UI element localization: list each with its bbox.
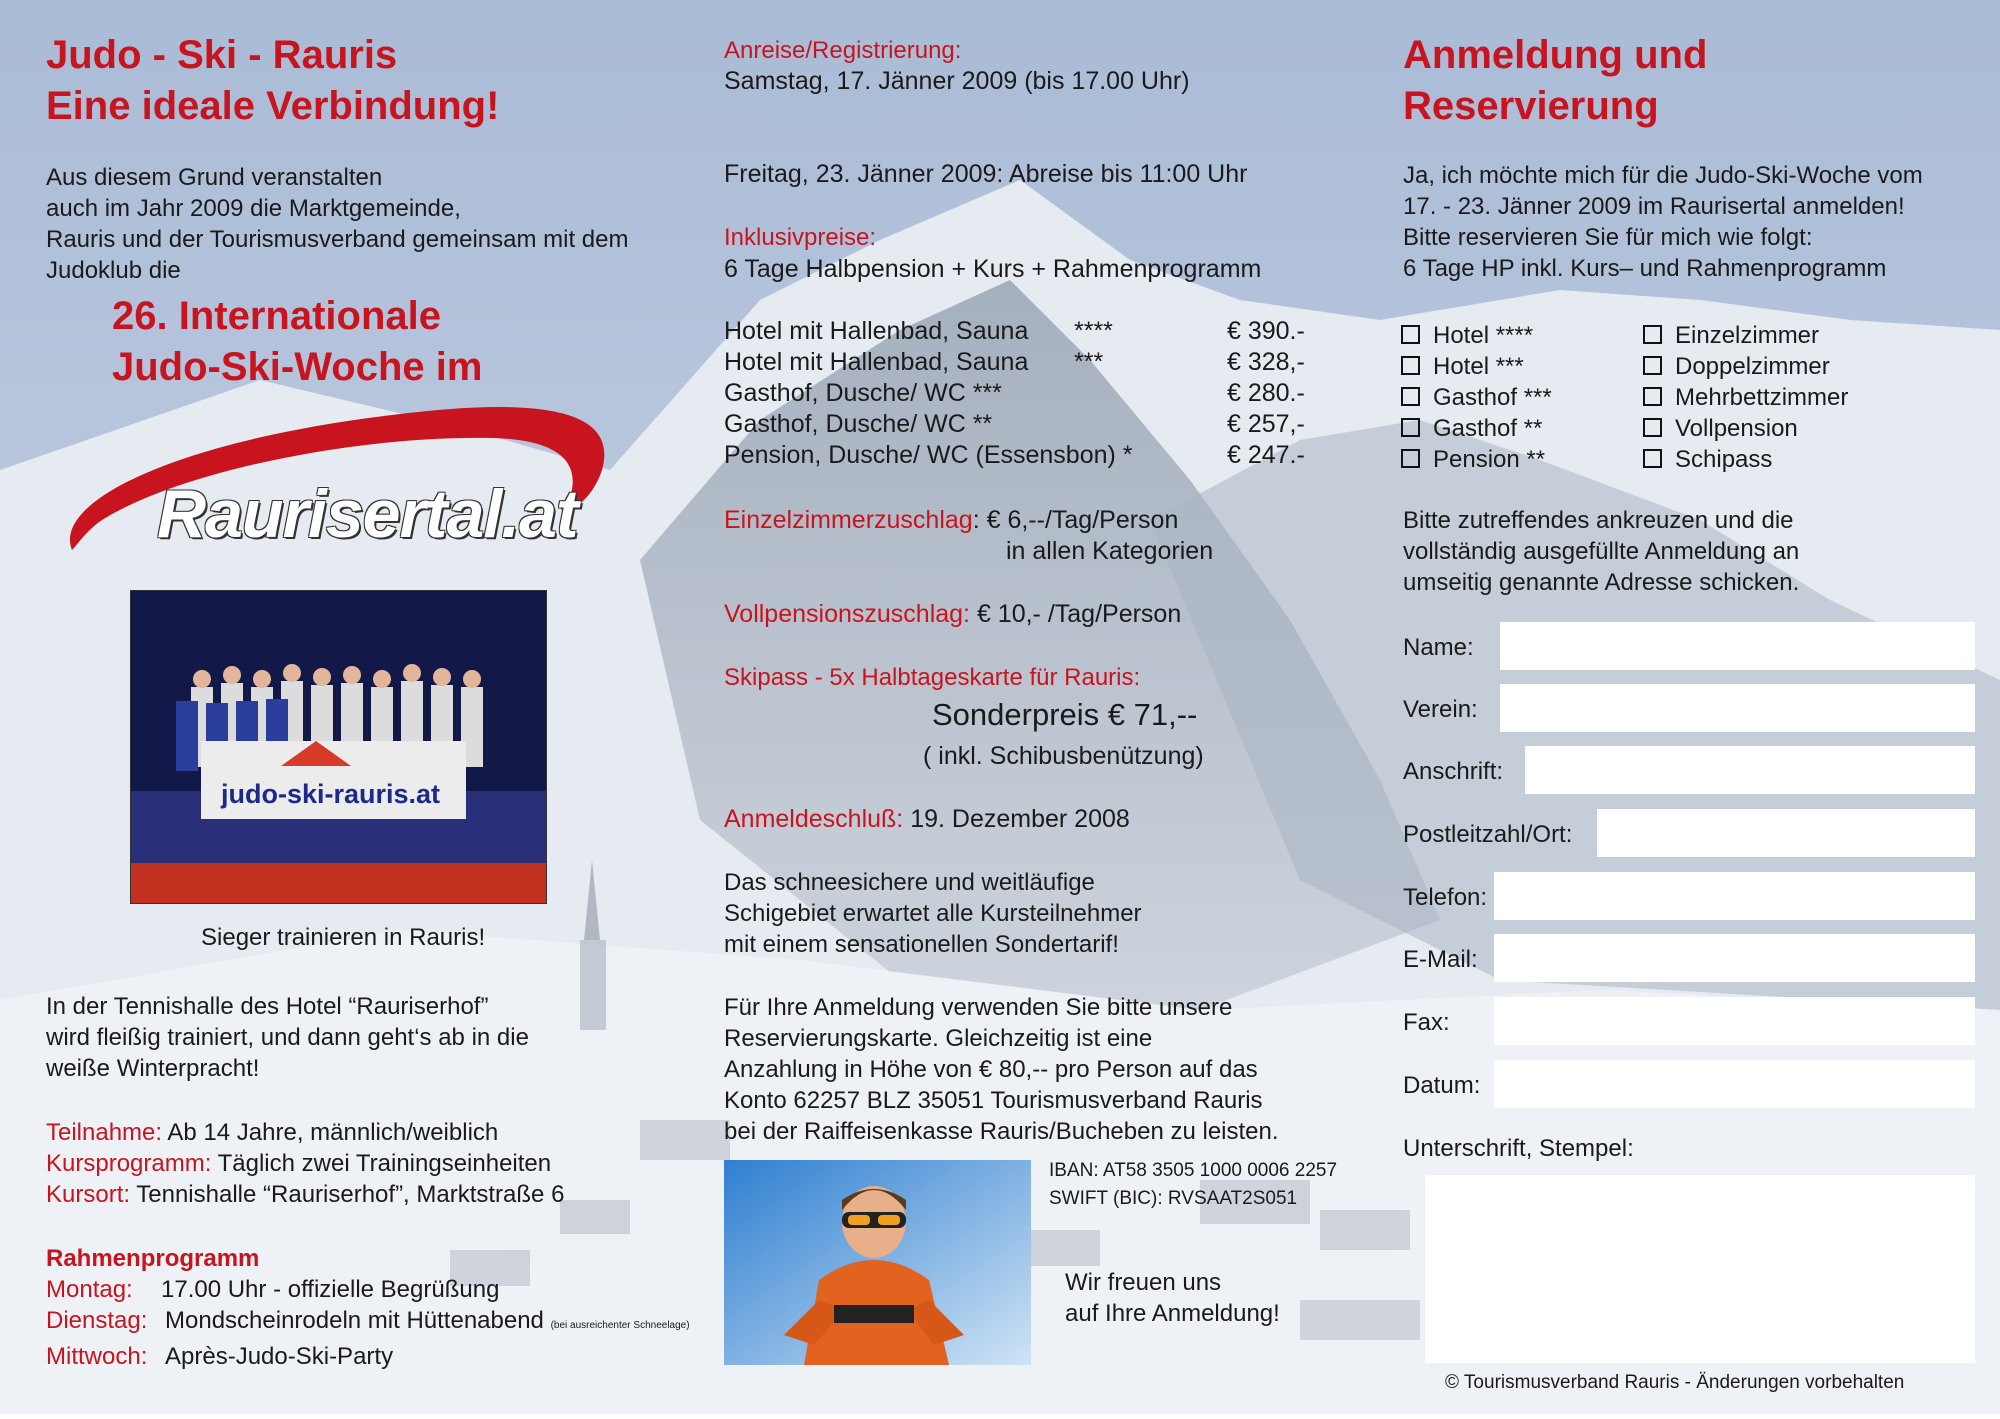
skipass-price: Sonderpreis € 71,-- [932, 697, 1198, 732]
name-label: Name: [1403, 634, 1474, 661]
program-text: Mondscheinrodeln mit Hüttenabend [165, 1307, 544, 1334]
postcode-city-field[interactable] [1597, 809, 1975, 857]
program-title: Rahmenprogramm [46, 1245, 260, 1272]
prices-label: Inklusivpreise: [724, 224, 877, 251]
reg-line: Reservierungskarte. Gleichzeitig ist eine [724, 1025, 1153, 1052]
closing-line-1: Wir freuen uns [1065, 1269, 1222, 1296]
program-item [46, 1305, 690, 1341]
email-field[interactable] [1494, 934, 1975, 982]
name-field[interactable] [1500, 622, 1975, 670]
option-label: Schipass [1675, 446, 1773, 473]
info-location [46, 1179, 564, 1210]
registration-paragraph [724, 992, 1279, 1147]
closing-line-2: auf Ihre Anmeldung! [1065, 1300, 1280, 1327]
price-table [724, 316, 1324, 471]
footer-copyright: © Tourismusverband Rauris - Änderungen vorbehalten [1445, 1372, 1905, 1393]
checkbox[interactable] [1643, 449, 1662, 468]
swift: SWIFT (BIC): RVSAAT2S051 [1049, 1188, 1298, 1209]
instructions [1403, 505, 1799, 598]
reservation-intro-line: 17. - 23. Jänner 2009 im Raurisertal anmelden! [1403, 193, 1905, 220]
option-pension-2-star[interactable] [1401, 444, 1552, 475]
option-label: Gasthof ** [1433, 415, 1543, 442]
logo-text: Raurisertal.at [157, 476, 578, 552]
program-item [46, 1341, 690, 1372]
price-name: Gasthof, Dusche/ WC *** [724, 379, 1002, 407]
intro-line: Judoklub die [46, 257, 181, 284]
ski-line: Das schneesichere und weitläufige [724, 869, 1095, 896]
signature-field[interactable] [1425, 1175, 1975, 1363]
option-label: Mehrbettzimmer [1675, 384, 1849, 411]
option-label: Einzelzimmer [1675, 322, 1820, 349]
postcode-city-label: Postleitzahl/Ort: [1403, 821, 1573, 848]
training-line: wird fleißig trainiert, und dann geht‘s ab in die [46, 1024, 529, 1051]
info-value: Täglich zwei Trainingseinheiten [211, 1150, 552, 1177]
checkbox[interactable] [1643, 325, 1662, 344]
price-amount: € 328,- [1227, 348, 1305, 376]
price-amount: € 247.- [1227, 441, 1305, 469]
raurisertal-logo [62, 400, 622, 560]
checkbox[interactable] [1401, 356, 1420, 375]
price-name: Pension, Dusche/ WC (Essensbon) * [724, 441, 1133, 469]
instruction-line: Bitte zutreffendes ankreuzen und die [1403, 507, 1794, 534]
club-field[interactable] [1500, 684, 1975, 732]
price-row [724, 378, 1324, 409]
reg-line: Für Ihre Anmeldung verwenden Sie bitte unsere [724, 994, 1233, 1021]
price-row [724, 347, 1324, 378]
option-ski-pass[interactable] [1643, 444, 1848, 475]
info-participation [46, 1117, 564, 1148]
judo-team-photo [130, 590, 547, 904]
training-line: weiße Winterpracht! [46, 1055, 260, 1082]
program-day: Mittwoch: [46, 1343, 148, 1370]
reservation-intro-line: 6 Tage HP inkl. Kurs– und Rahmenprogramm [1403, 255, 1887, 282]
program-text: Après-Judo-Ski-Party [165, 1343, 394, 1370]
option-multi-bed-room[interactable] [1643, 382, 1848, 413]
deadline-value: 19. Dezember 2008 [903, 805, 1130, 833]
reservation-intro-line: Bitte reservieren Sie für mich wie folgt: [1403, 224, 1813, 251]
fullboard-surcharge [724, 599, 1181, 630]
instruction-line: umseitig genannte Adresse schicken. [1403, 569, 1800, 596]
option-label: Pension ** [1433, 446, 1546, 473]
fullboard-value: € 10,- /Tag/Person [970, 600, 1182, 628]
option-hotel-4-star[interactable] [1401, 320, 1552, 351]
departure: Freitag, 23. Jänner 2009: Abreise bis 11:00 Uhr [724, 160, 1248, 188]
photo-caption: Sieger trainieren in Rauris! [201, 924, 486, 951]
arrival-label: Anreise/Registrierung: [724, 37, 962, 64]
intro-line: Aus diesem Grund veranstalten [46, 164, 383, 191]
skipass-note: ( inkl. Schibusbenützung) [923, 742, 1204, 770]
single-room-surcharge [724, 505, 1178, 536]
info-program [46, 1148, 564, 1179]
reg-line: bei der Raiffeisenkasse Rauris/Bucheben zu leisten. [724, 1118, 1279, 1145]
checkbox[interactable] [1401, 325, 1420, 344]
option-label: Doppelzimmer [1675, 353, 1830, 380]
intro-line: Rauris und der Tourismusverband gemeinsam mit dem [46, 226, 629, 253]
event-title-line-1: 26. Internationale [112, 294, 441, 338]
phone-label: Telefon: [1403, 884, 1488, 911]
program-list [46, 1274, 690, 1372]
info-label: Kursprogramm: [46, 1150, 212, 1177]
club-label: Verein: [1403, 696, 1478, 723]
reservation-intro [1403, 160, 1923, 284]
program-day: Montag: [46, 1276, 133, 1303]
program-note: (bei ausreichenter Schneelage) [550, 1320, 690, 1331]
accommodation-options [1401, 320, 1552, 475]
left-title-line-2: Eine ideale Verbindung! [46, 84, 500, 128]
checkbox[interactable] [1643, 418, 1662, 437]
arrival-value: Samstag, 17. Jänner 2009 (bis 17.00 Uhr) [724, 67, 1190, 95]
phone-field[interactable] [1494, 872, 1975, 920]
price-row [724, 409, 1324, 440]
prices-subtitle: 6 Tage Halbpension + Kurs + Rahmenprogramm [724, 255, 1262, 283]
option-gasthof-2-star[interactable] [1401, 413, 1552, 444]
price-stars: *** [1074, 348, 1104, 376]
registration-deadline [724, 804, 1130, 835]
ski-line: Schigebiet erwartet alle Kursteilnehmer [724, 900, 1142, 927]
reservation-intro-line: Ja, ich möchte mich für die Judo-Ski-Woche vom [1403, 162, 1923, 189]
info-value: Tennishalle “Rauriserhof”, Marktstraße 6 [130, 1181, 565, 1208]
option-hotel-3-star[interactable] [1401, 351, 1552, 382]
program-item [46, 1274, 690, 1305]
training-line: In der Tennishalle des Hotel “Rauriserhof” [46, 993, 489, 1020]
reg-line: Anzahlung in Höhe von € 80,-- pro Person auf das [724, 1056, 1258, 1083]
option-single-room[interactable] [1643, 320, 1848, 351]
intro-line: auch im Jahr 2009 die Marktgemeinde, [46, 195, 461, 222]
single-room-note: in allen Kategorien [1006, 537, 1214, 565]
price-amount: € 390.- [1227, 317, 1305, 345]
fax-field[interactable] [1494, 997, 1975, 1045]
program-text: 17.00 Uhr - offizielle Begrüßung [161, 1276, 500, 1303]
skipass-label: Skipass - 5x Halbtageskarte für Rauris: [724, 664, 1141, 691]
ski-area-paragraph [724, 867, 1142, 960]
deadline-label: Anmeldeschluß: [724, 805, 904, 833]
option-label: Gasthof *** [1433, 384, 1552, 411]
option-label: Vollpension [1675, 415, 1798, 442]
single-value: : € 6,--/Tag/Person [972, 506, 1179, 534]
banner-text: judo-ski-rauris.at [221, 779, 441, 809]
reg-line: Konto 62257 BLZ 35051 Tourismusverband Rauris [724, 1087, 1263, 1114]
checkbox[interactable] [1401, 387, 1420, 406]
event-title-line-2: Judo-Ski-Woche im [112, 345, 483, 389]
option-label: Hotel **** [1433, 322, 1534, 349]
iban: IBAN: AT58 3505 1000 0006 2257 [1049, 1160, 1338, 1181]
info-label: Kursort: [46, 1181, 131, 1208]
price-name: Gasthof, Dusche/ WC ** [724, 410, 993, 438]
option-full-board[interactable] [1643, 413, 1848, 444]
checkbox[interactable] [1401, 418, 1420, 437]
signature-label: Unterschrift, Stempel: [1403, 1135, 1634, 1162]
option-label: Hotel *** [1433, 353, 1524, 380]
price-amount: € 257,- [1227, 410, 1305, 438]
room-options [1643, 320, 1848, 475]
checkbox[interactable] [1643, 356, 1662, 375]
price-row [724, 316, 1324, 347]
address-label: Anschrift: [1403, 758, 1504, 785]
price-stars: **** [1074, 317, 1113, 345]
skier-photo-image [724, 1160, 1031, 1365]
price-amount: € 280.- [1227, 379, 1305, 407]
price-row [724, 440, 1324, 471]
training-paragraph [46, 991, 529, 1084]
right-title-line-1: Anmeldung und [1403, 33, 1708, 77]
checkbox[interactable] [1643, 387, 1662, 406]
skier-photo [724, 1160, 1031, 1365]
fullboard-label: Vollpensionszuschlag: [724, 600, 970, 628]
checkbox[interactable] [1401, 449, 1420, 468]
date-field[interactable] [1494, 1060, 1975, 1108]
price-name: Hotel mit Hallenbad, Sauna [724, 348, 1029, 376]
option-gasthof-3-star[interactable] [1401, 382, 1552, 413]
email-label: E-Mail: [1403, 946, 1478, 973]
intro-paragraph [46, 162, 628, 286]
info-label: Teilnahme: [46, 1119, 163, 1146]
instruction-line: vollständig ausgefüllte Anmeldung an [1403, 538, 1800, 565]
left-title-line-1: Judo - Ski - Rauris [46, 33, 398, 77]
team-photo-image [131, 591, 546, 903]
program-day: Dienstag: [46, 1307, 148, 1334]
info-value: Ab 14 Jahre, männlich/weiblich [162, 1119, 499, 1146]
course-info [46, 1117, 564, 1210]
single-label: Einzelzimmerzuschlag [724, 506, 973, 534]
date-label: Datum: [1403, 1072, 1481, 1099]
fax-label: Fax: [1403, 1009, 1450, 1036]
option-double-room[interactable] [1643, 351, 1848, 382]
price-name: Hotel mit Hallenbad, Sauna [724, 317, 1029, 345]
right-title-line-2: Reservierung [1403, 84, 1659, 128]
ski-line: mit einem sensationellen Sondertarif! [724, 931, 1119, 958]
address-field[interactable] [1525, 746, 1975, 794]
